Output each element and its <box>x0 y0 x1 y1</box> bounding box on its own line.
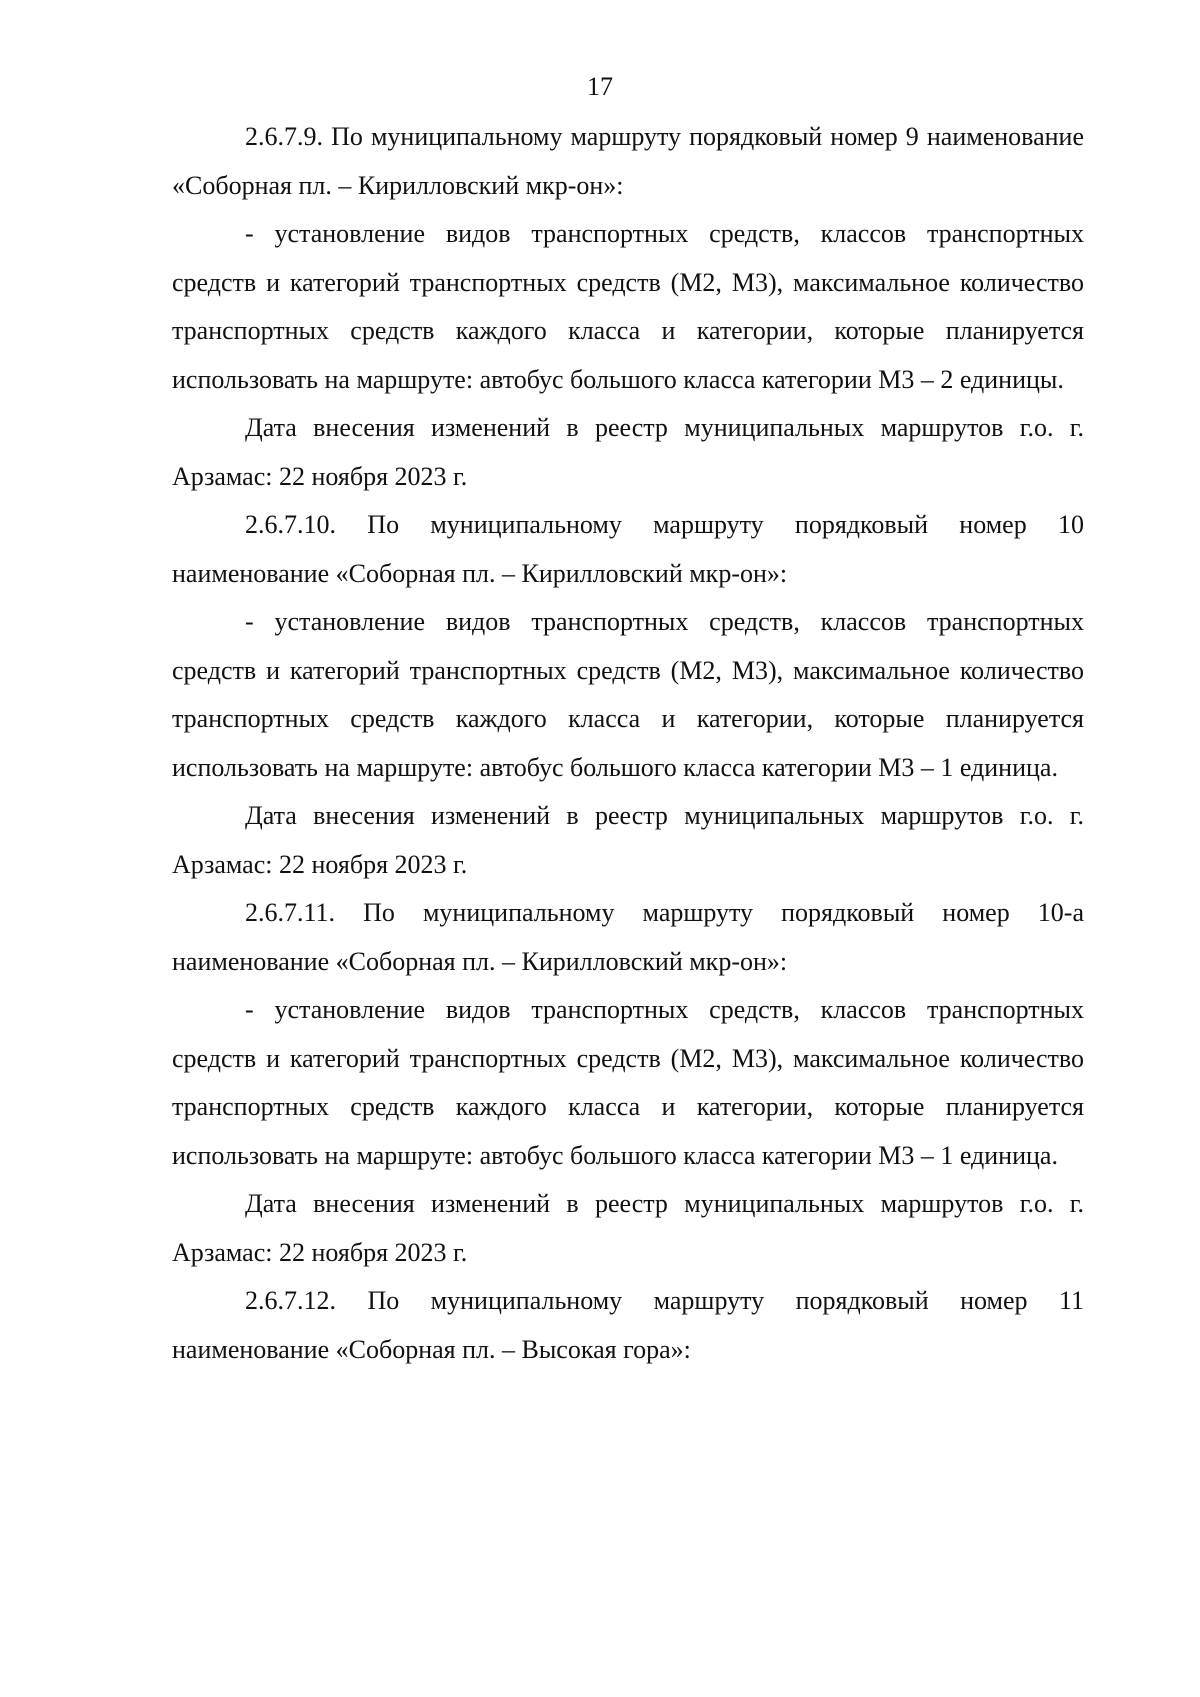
vehicle-requirements-paragraph: - установление видов транспортных средств, классов транспортных средств и категорий транспортных средств (М2, М3), максимальное количество транспортных средств каждого класса и категории, которые планируется использовать на маршруте: автобус большого класса категории М3 – 1 единица. <box>172 995 1084 1170</box>
registry-date-paragraph: Дата внесения изменений в реестр муниципальных маршрутов г.о. г. Арзамас: 22 ноября 2023 г. <box>172 413 1084 491</box>
registry-date-paragraph: Дата внесения изменений в реестр муниципальных маршрутов г.о. г. Арзамас: 22 ноября 2023 г. <box>172 801 1084 879</box>
section-heading-2-6-7-9: 2.6.7.9. По муниципальному маршруту порядковый номер 9 наименование «Соборная пл. – Кирилловский мкр-он»: <box>172 122 1084 200</box>
page-number: 17 <box>587 72 613 101</box>
registry-date-paragraph: Дата внесения изменений в реестр муниципальных маршрутов г.о. г. Арзамас: 22 ноября 2023 г. <box>172 1189 1084 1267</box>
vehicle-requirements-paragraph: - установление видов транспортных средств, классов транспортных средств и категорий транспортных средств (М2, М3), максимальное количество транспортных средств каждого класса и категории, которые планируется использовать на маршруте: автобус большого класса категории М3 – 1 единица. <box>172 607 1084 782</box>
section-heading-2-6-7-11: 2.6.7.11. По муниципальному маршруту порядковый номер 10-а наименование «Соборная пл. – Кирилловский мкр-он»: <box>172 898 1084 976</box>
section-heading-2-6-7-12: 2.6.7.12. По муниципальному маршруту порядковый номер 11 наименование «Соборная пл. – Высокая гора»: <box>172 1286 1084 1364</box>
vehicle-requirements-paragraph: - установление видов транспортных средств, классов транспортных средств и категорий транспортных средств (М2, М3), максимальное количество транспортных средств каждого класса и категории, которые планируется использовать на маршруте: автобус большого класса категории М3 – 2 единицы. <box>172 219 1084 394</box>
section-heading-2-6-7-10: 2.6.7.10. По муниципальному маршруту порядковый номер 10 наименование «Соборная пл. – Кирилловский мкр-он»: <box>172 510 1084 588</box>
document-body <box>172 113 1084 1374</box>
